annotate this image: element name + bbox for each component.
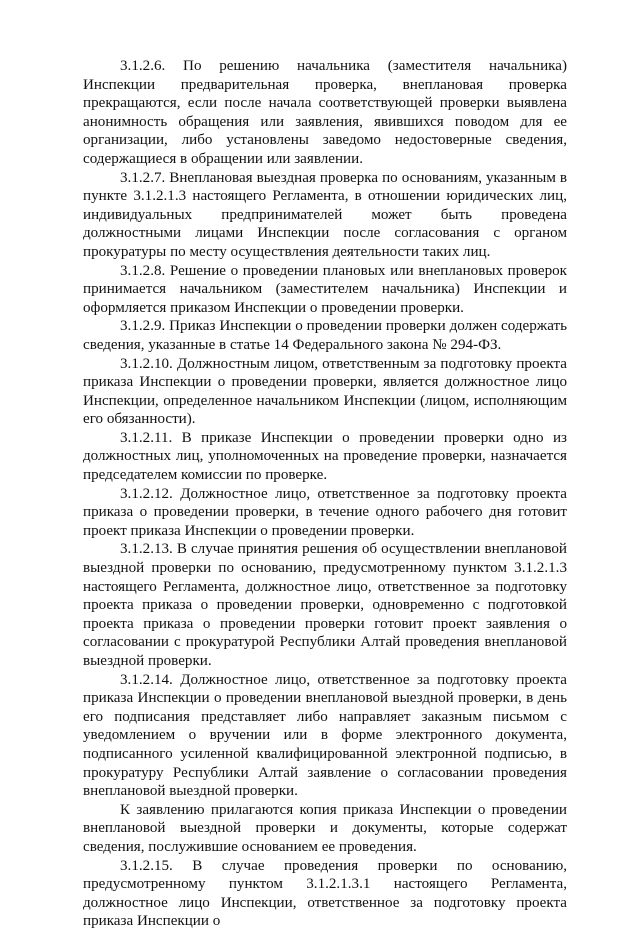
document-page <box>83 57 567 931</box>
paragraph-3-1-2-14: 3.1.2.14. Должностное лицо, ответственное за подготовку проекта приказа Инспекции о проведении внеплановой выездной проверки, в день его подписания представляет либо направляет заказным письмом с уведомлением о вручении или в форме электронного документа, подписанного усиленной квалифицированной электронной подписью, в прокуратуру Республики Алтай заявление о согласовании проведения внеплановой выездной проверки. <box>83 671 567 800</box>
paragraph-3-1-2-11: 3.1.2.11. В приказе Инспекции о проведении проверки одно из должностных лиц, уполномоченных на проведение проверки, назначается председателем комиссии по проверке. <box>83 429 567 484</box>
paragraph-3-1-2-12: 3.1.2.12. Должностное лицо, ответственное за подготовку проекта приказа о проведении проверки, в течение одного рабочего дня готовит проект приказа Инспекции о проведении проверки. <box>83 485 567 539</box>
paragraph-3-1-2-6: 3.1.2.6. По решению начальника (заместителя начальника) Инспекции предварительная проверка, внеплановая проверка прекращаются, если после начала соответствующей проверки выявлена анонимность обращения или заявления, явившихся поводом для ее организации, либо установлены заведомо недостоверные сведения, содержащиеся в обращении или заявлении. <box>83 58 567 167</box>
paragraph-3-1-2-10: 3.1.2.10. Должностным лицом, ответственным за подготовку проекта приказа Инспекции о проведении проверки, является должностное лицо Инспекции, определенное начальником Инспекции (лицом, исполняющим его обязанности). <box>83 355 567 428</box>
paragraph-3-1-2-13: 3.1.2.13. В случае принятия решения об осуществлении внеплановой выездной проверки по основанию, предусмотренному пунктом 3.1.2.1.3 настоящего Регламента, должностное лицо, ответственное за подготовку проекта приказа о проведении проверки, одновременно с подготовкой проекта приказа о проведении проверки готовит проект заявления о согласовании с прокуратурой Республики Алтай проведения внеплановой выездной проверки. <box>83 541 567 669</box>
paragraph-3-1-2-7: 3.1.2.7. Внеплановая выездная проверка по основаниям, указанным в пункте 3.1.2.1.3 настоящего Регламента, в отношении юридических лиц, индивидуальных предпринимателей может быть проведена должностными лицами Инспекции после согласования с органом прокуратуры по месту осуществления деятельности таких лиц. <box>83 169 567 260</box>
paragraph-3-1-2-8: 3.1.2.8. Решение о проведении плановых или внеплановых проверок принимается начальником (заместителем начальника) Инспекции и оформляется приказом Инспекции о проведении проверки. <box>83 262 567 316</box>
paragraph-3-1-2-15: 3.1.2.15. В случае проведения проверки по основанию, предусмотренному пунктом 3.1.2.1.3.1 настоящего Регламента, должностное лицо Инспекции, ответственное за подготовку проекта приказа Инспекции о <box>83 857 567 930</box>
paragraph-attachment-note: К заявлению прилагаются копия приказа Инспекции о проведении внеплановой выездной проверки и документы, которые содержат сведения, послужившие основанием ее проведения. <box>83 801 567 855</box>
paragraph-3-1-2-9: 3.1.2.9. Приказ Инспекции о проведении проверки должен содержать сведения, указанные в статье 14 Федерального закона № 294-ФЗ. <box>83 318 567 353</box>
